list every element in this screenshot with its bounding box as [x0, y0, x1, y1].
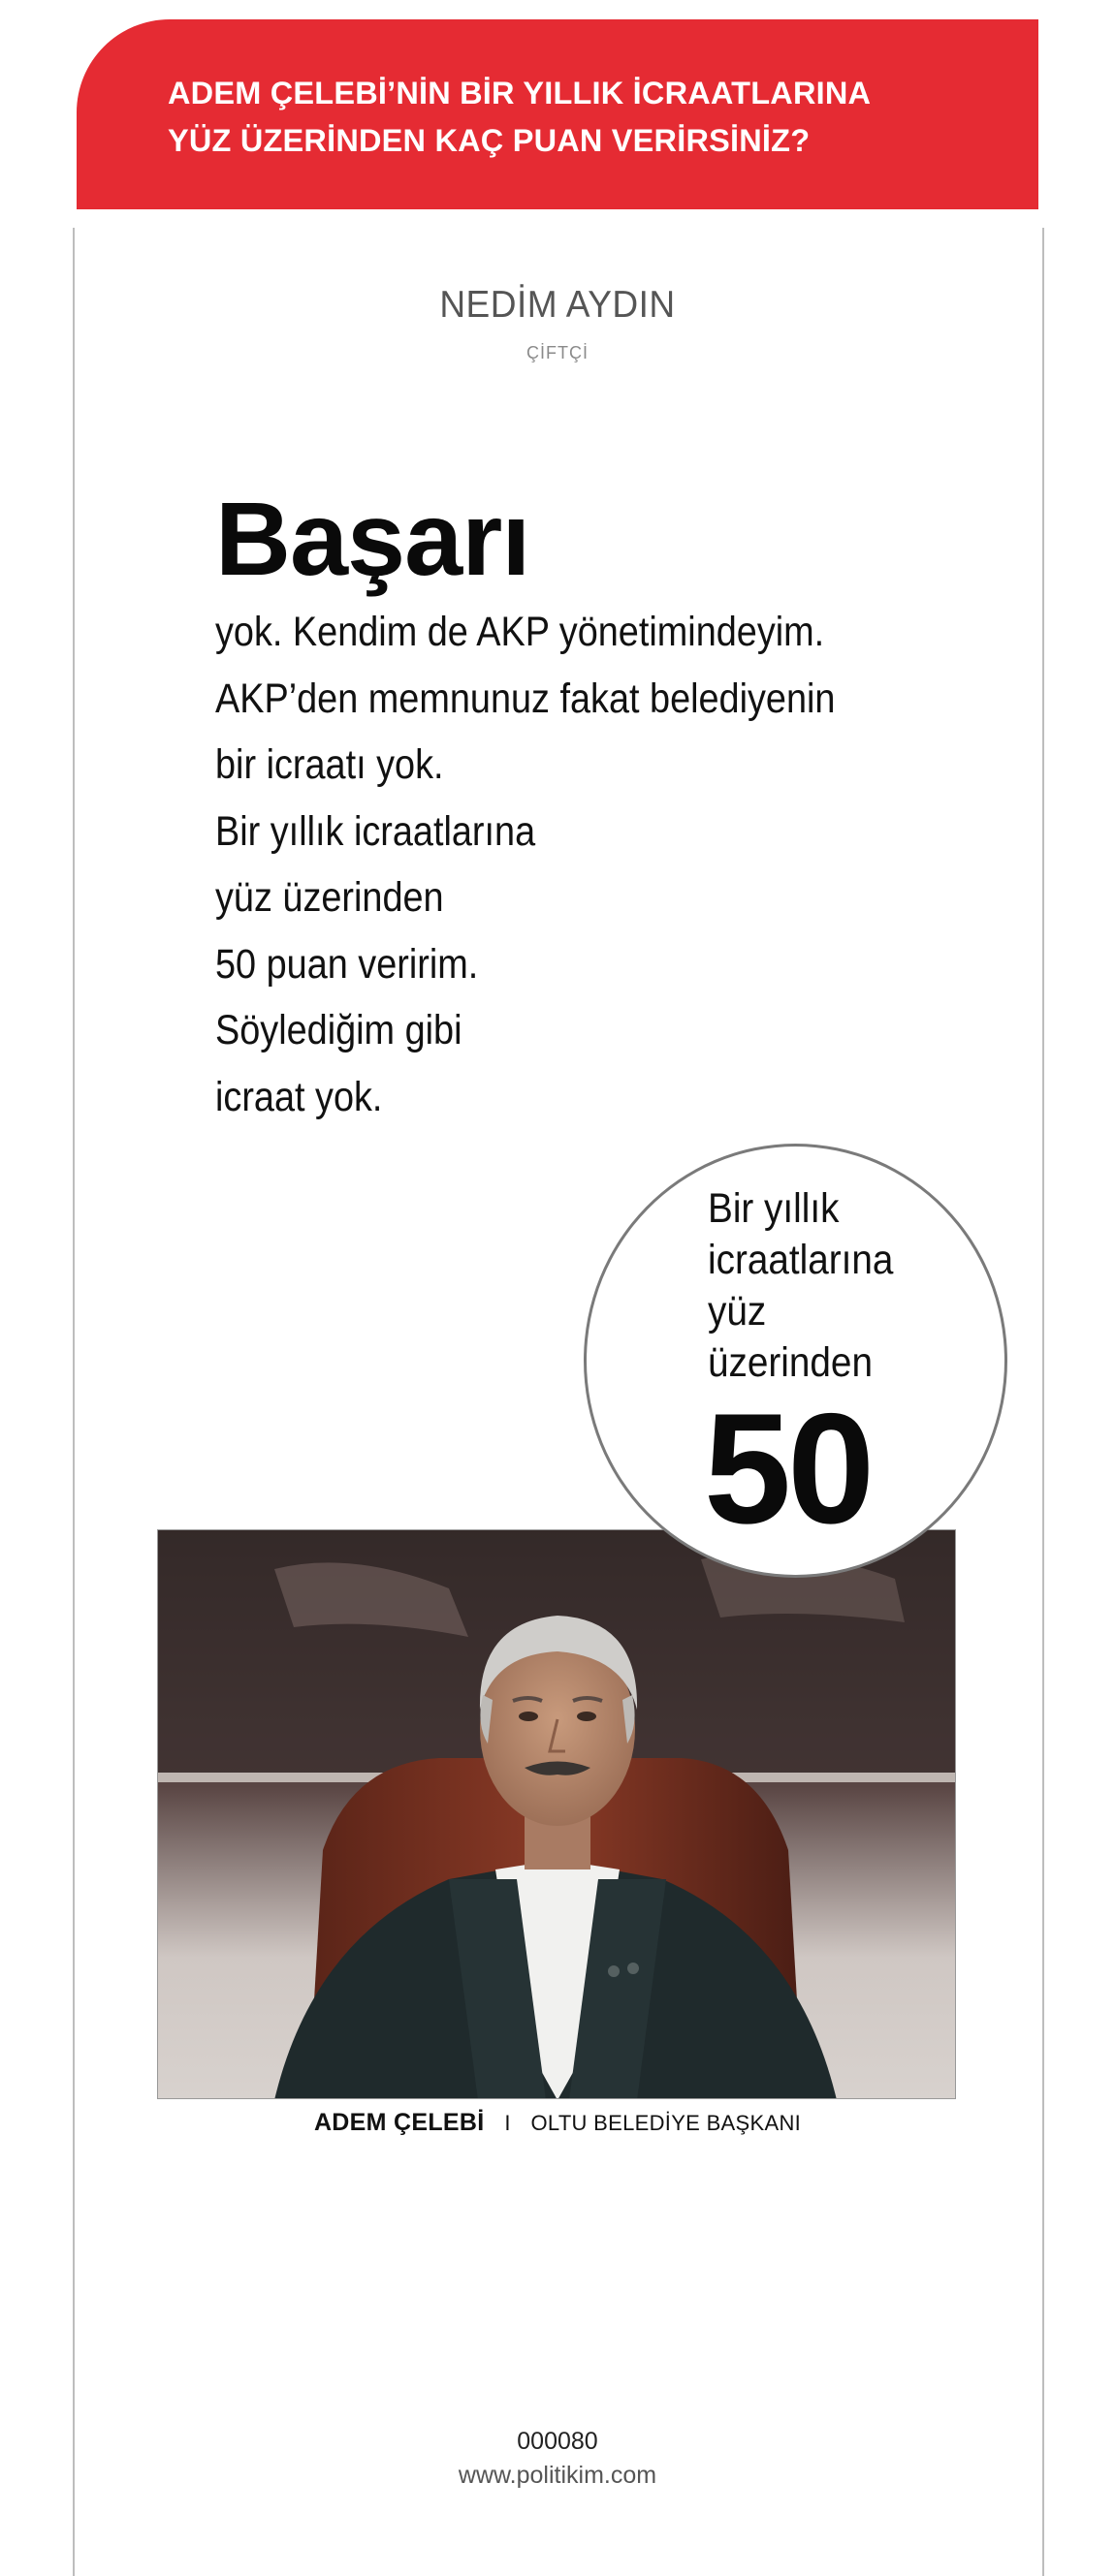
page-code: 000080 [517, 2428, 598, 2455]
banner-line-2: YÜZ ÜZERİNDEN KAÇ PUAN VERİRSİNİZ? [168, 123, 811, 158]
score-circle [584, 1144, 1007, 1578]
score-value: 50 [704, 1381, 872, 1556]
banner-line-1: ADEM ÇELEBİ’NİN BİR YILLIK İCRAATLARINA [168, 76, 872, 110]
score-label-line: Bir yıllık [708, 1185, 840, 1232]
body-line: 50 puan veririm. [215, 940, 479, 988]
body-line: bir icraatı yok. [215, 741, 444, 788]
body-line: Bir yıllık icraatlarına [215, 807, 536, 855]
body-line: yüz üzerinden [215, 874, 444, 921]
caption-title: OLTU BELEDİYE BAŞKANI [530, 2111, 802, 2135]
caption-name: ADEM ÇELEBİ [313, 2109, 485, 2136]
article-headline: Başarı [215, 480, 530, 597]
portrait-photo [157, 1529, 956, 2099]
respondent-name: NEDİM AYDIN [439, 284, 676, 326]
banner-question [168, 70, 1000, 165]
body-line: yok. Kendim de AKP yönetimindeyim. [215, 609, 825, 655]
question-banner [77, 19, 1038, 209]
score-label-line: üzerinden [708, 1339, 873, 1386]
body-line: icraat yok. [215, 1073, 383, 1120]
right-border-line [1042, 228, 1044, 2576]
body-line: Söylediğim gibi [215, 1007, 462, 1053]
website-url: www.politikim.com [458, 2462, 657, 2489]
score-label-line: icraatlarına [708, 1237, 894, 1283]
body-line: AKP’den memnunuz fakat belediyenin [215, 675, 836, 722]
photo-caption [0, 2109, 1115, 2137]
article-body [215, 599, 952, 1130]
score-label [708, 1183, 914, 1389]
portrait-illustration [158, 1530, 956, 2099]
respondent-role: ÇİFTÇİ [526, 343, 589, 362]
caption-separator: I [504, 2111, 511, 2135]
score-label-line: yüz [708, 1288, 767, 1335]
left-border-line [73, 228, 75, 2576]
